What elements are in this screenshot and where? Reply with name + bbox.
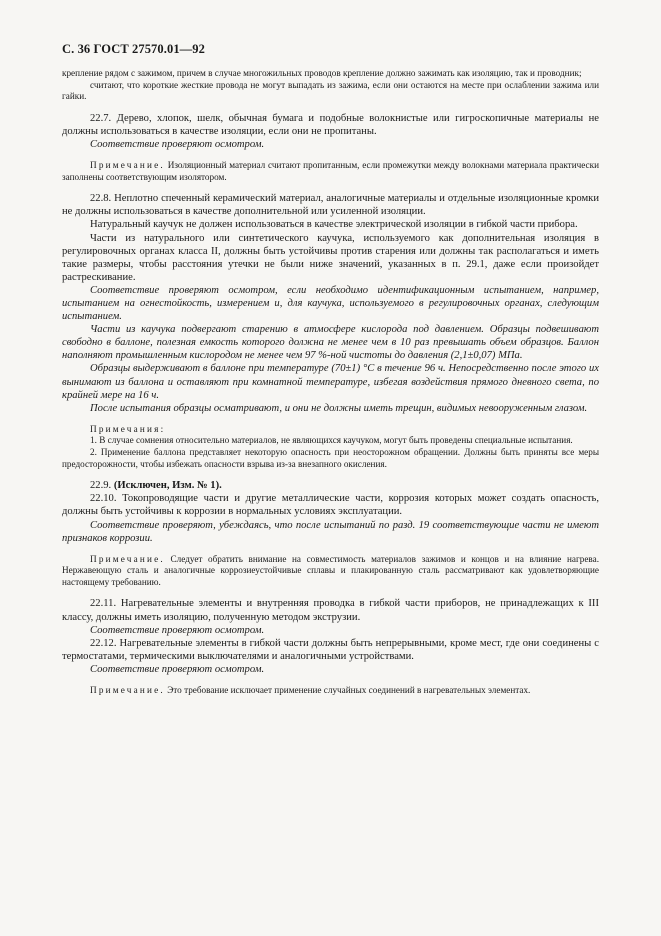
clause-22-8: 22.8. Неплотно спеченный керамический материал, аналогичные материалы и отдельные изоляционные кромки не должны использоваться в качестве дополнительной или усиленной изоляции. [62, 193, 599, 218]
note [62, 685, 599, 697]
note [62, 160, 599, 183]
clause-22-9 [62, 479, 599, 492]
note [62, 554, 599, 589]
paragraph: считают, что короткие жесткие провода не могут выпадать из зажима, если они остаются на месте при ослаблении зажима или гайки. [62, 79, 599, 102]
compliance-note: Соответствие проверяют осмотром, если необходимо идентификационным испытанием, например, испытанием на огнестойкость, измерением и, для каучука, используемого в регулировочных органах, следующим испытанием. [62, 284, 599, 323]
clause-22-7: 22.7. Дерево, хлопок, шелк, обычная бумага и подобные волокнистые или гигроскопичные материалы не должны использоваться в качестве изоляции, если они не пропитаны. [62, 112, 599, 137]
document-body [62, 68, 599, 697]
note-text: Это требование исключает применение случайных соединений в нагревательных элементах. [164, 685, 531, 696]
clause-number: 22.9. [90, 480, 112, 492]
clause-22-11: 22.11. Нагревательные элементы и внутренняя проводка в гибкой части приборов, не принадлежащих к III классу, должны иметь изоляцию, полученную методом экструзии. [62, 598, 599, 623]
compliance-note: Соответствие проверяют, убеждаясь, что после испытаний по разд. 19 соответствующие части не имеют признаков коррозии. [62, 519, 599, 544]
note-label: Примечание. [90, 553, 165, 564]
clause-excluded: (Исключен, Изм. № 1). [113, 480, 222, 492]
compliance-note: Соответствие проверяют осмотром. [90, 663, 265, 675]
paragraph: Части из натурального или синтетического каучука, используемого как дополнительная изоляция в регулировочных органах класса II, должны быть устойчивы против старения или должны так располагаться и иметь такие размеры, чтобы расстояния утечки не были ниже значений, указанных в п. 29.1, даже если произойдет растрескивание. [62, 232, 599, 283]
note-text: Следует обратить внимание на совместимость материалов зажимов и концов и на влияние нагрева. Нержавеющую сталь и аналогичные коррозиеустойчивые сплавы и плакированную сталь рассматривают как удовлетворяющие настоящему требованию. [62, 553, 599, 587]
paragraph: крепление рядом с зажимом, причем в случае многожильных проводов крепление должно зажимать как изоляцию, так и проводник; [62, 68, 582, 78]
paragraph: Натуральный каучук не должен использоваться в качестве электрической изоляции в гибкой части прибора. [90, 219, 578, 231]
clause-22-10: 22.10. Токопроводящие части и другие металлические части, коррозия которых может создать опасность, должны быть устойчивы к коррозии в нормальных условиях эксплуатации. [62, 493, 599, 518]
notes-label: Примечания: [90, 423, 166, 434]
clause-22-12: 22.12. Нагревательные элементы в гибкой части должны быть непрерывными, кроме мест, где они соединены с термостатами, термическими выключателями и аналогичными устройствами. [62, 637, 599, 662]
note-label: Примечание. [90, 160, 165, 171]
note-item: 1. В случае сомнения относительно материалов, не являющихся каучуком, могут быть проведены специальные испытания. [90, 435, 573, 446]
test-paragraph: Части из каучука подвергают старению в атмосфере кислорода под давлением. Образцы подвешивают свободно в баллоне, полезная емкость которого должна не менее чем в 10 раз превышать объем образцов. Баллон наполняют промышленным кислородом не менее чем 97 %-ной чистоты до давления (2,1±0,07) МПа. [62, 324, 599, 362]
note-label: Примечание. [90, 685, 165, 696]
test-paragraph: После испытания образцы осматривают, и они не должны иметь трещин, видимых невооруженным глазом. [90, 402, 588, 414]
compliance-note: Соответствие проверяют осмотром. [90, 624, 265, 636]
test-paragraph: Образцы выдерживают в баллоне при температуре (70±1) °С в течение 96 ч. Непосредственно после этого их вынимают из баллона и оставляют при комнатной температуре, избегая воздействия прямого дневного света, по крайней мере на 16 ч. [62, 363, 599, 401]
note-text: Изоляционный материал считают пропитанным, если промежутки между волокнами материала практически заполнены соответствующим изолятором. [62, 160, 599, 182]
note-item: 2. Применение баллона представляет некоторую опасность при неосторожном обращении. Должны быть приняты все меры предосторожности, чтобы избежать опасности взрыва из-за внезапного окисления. [62, 447, 599, 469]
page-header: С. 36 ГОСТ 27570.01—92 [62, 42, 205, 56]
compliance-note: Соответствие проверяют осмотром. [90, 138, 265, 150]
